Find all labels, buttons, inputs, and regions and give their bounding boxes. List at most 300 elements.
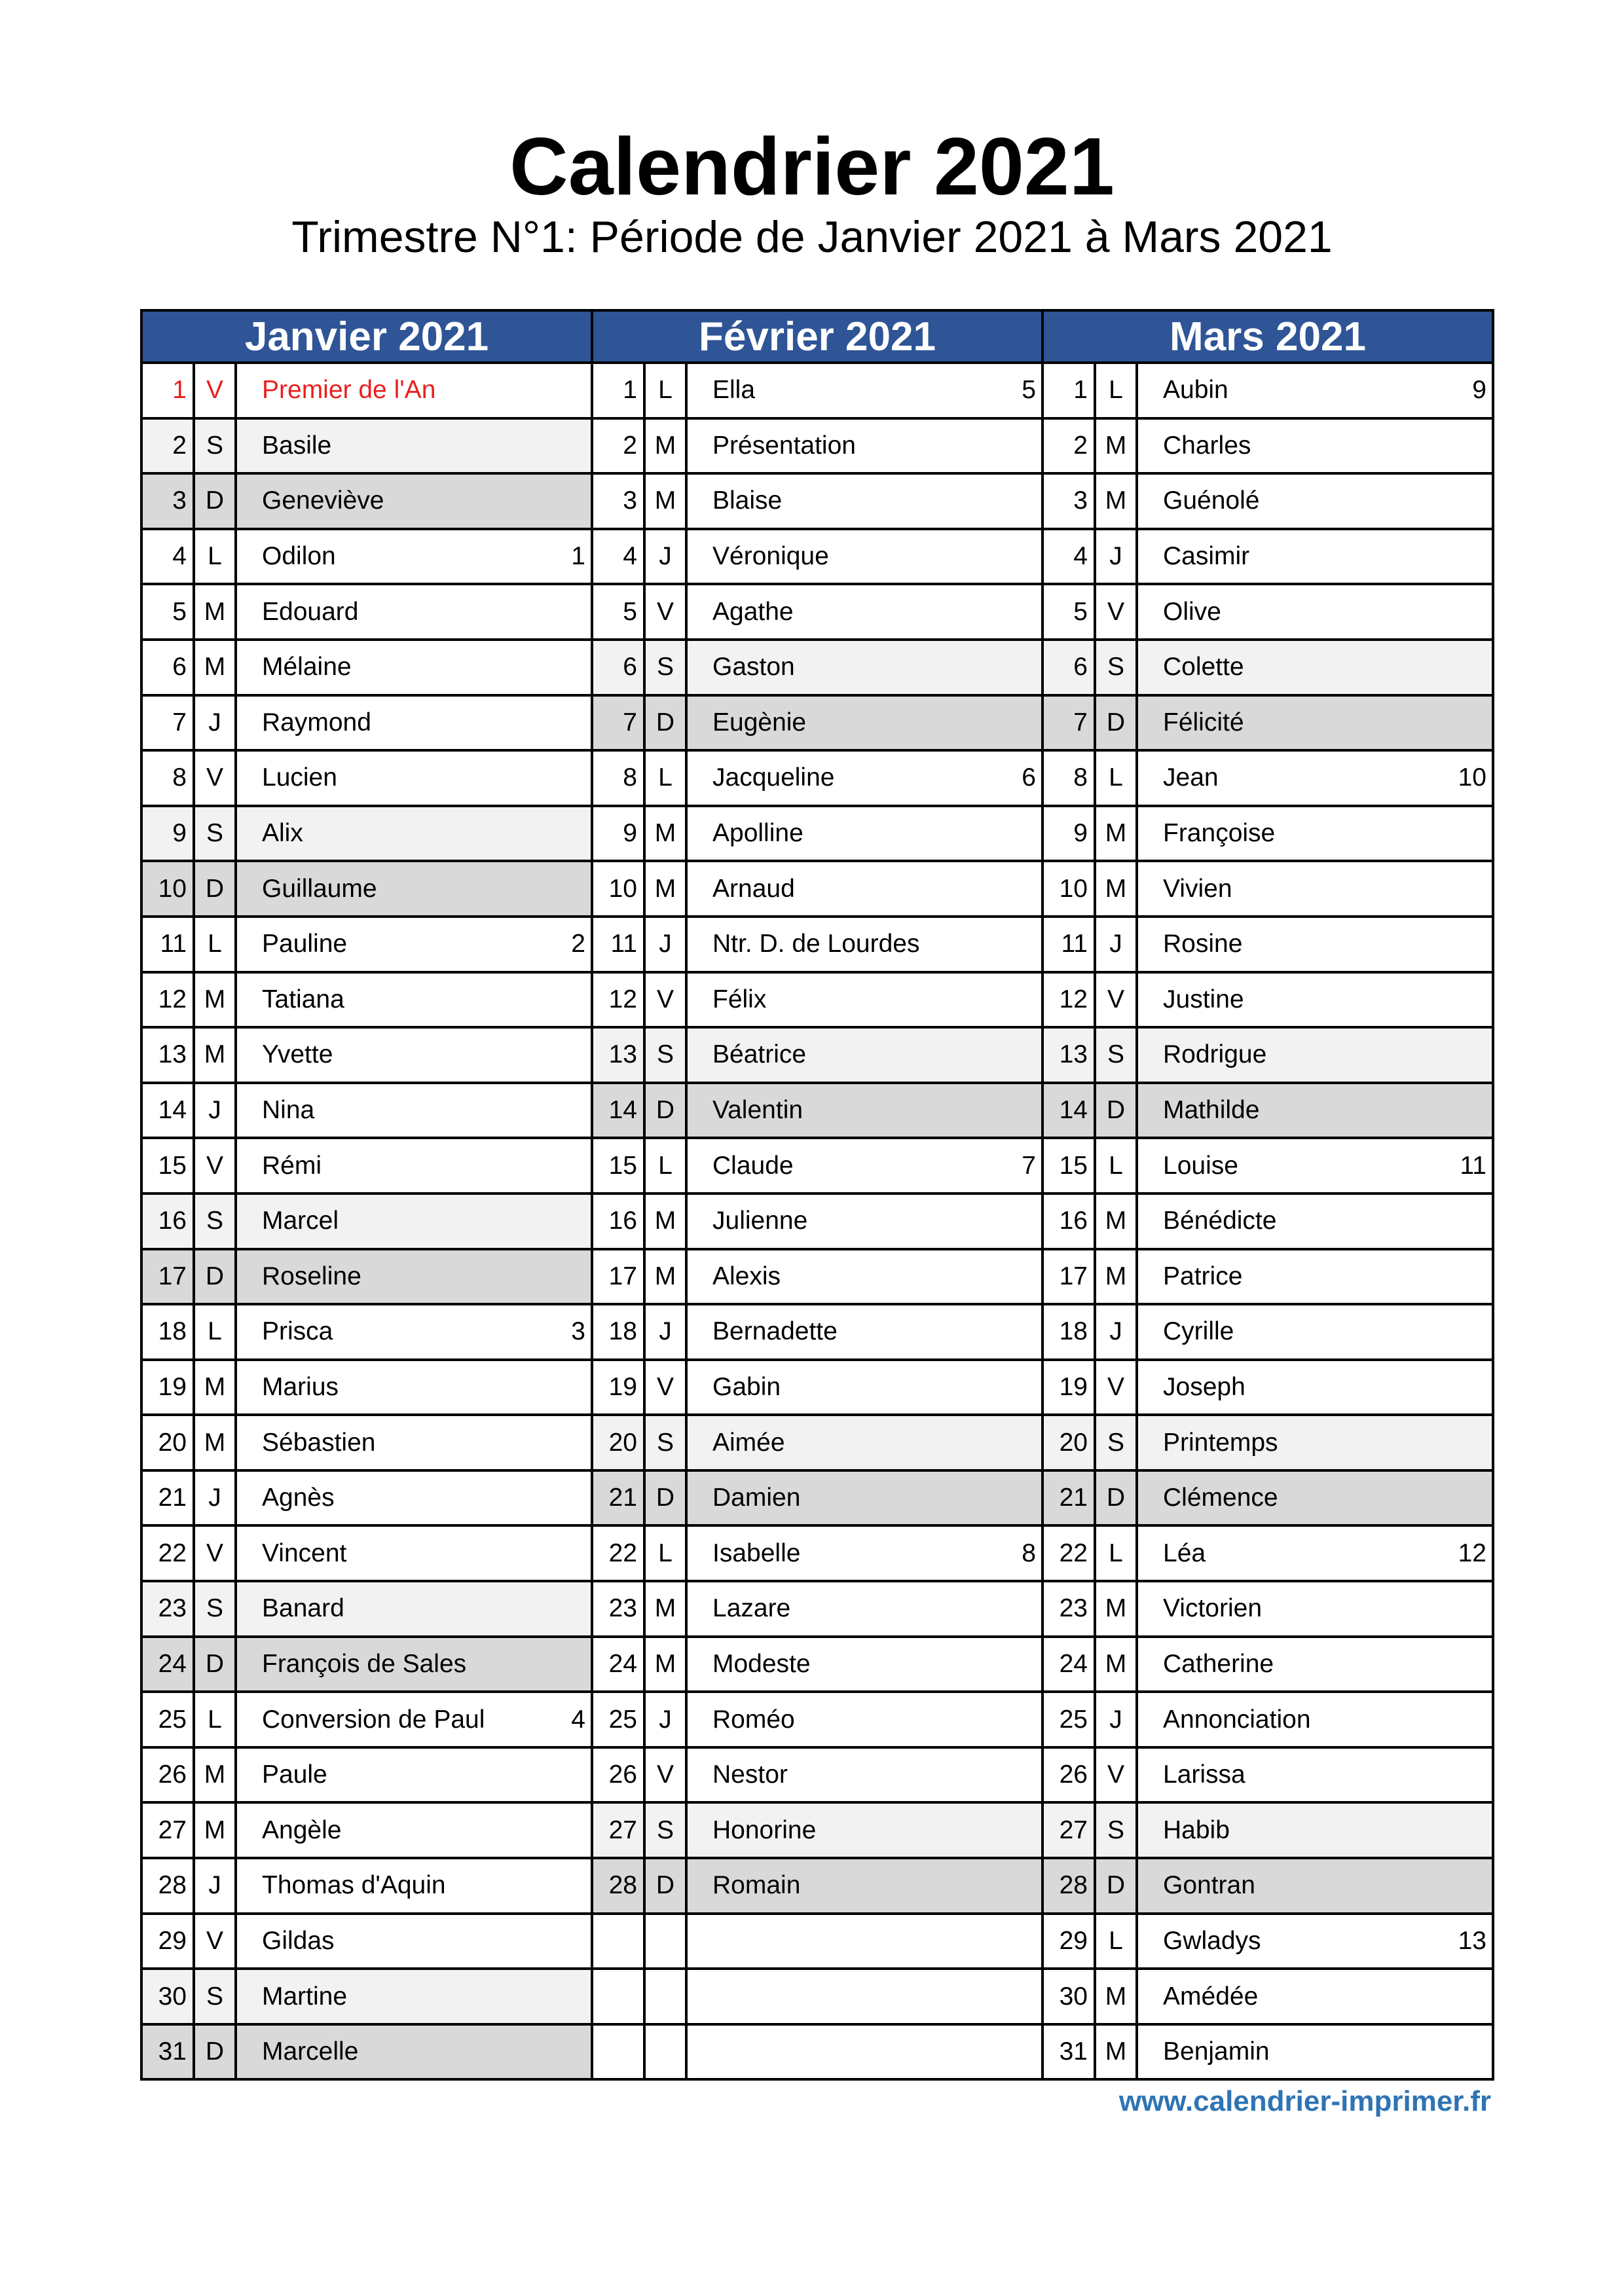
day-number: 23 bbox=[1044, 1582, 1096, 1635]
day-number: 13 bbox=[1044, 1029, 1096, 1082]
page-title: Calendrier 2021 bbox=[509, 122, 1115, 212]
day-number: 16 bbox=[1044, 1195, 1096, 1248]
day-number: 23 bbox=[143, 1582, 195, 1635]
day-row bbox=[1044, 420, 1494, 475]
saint-cell bbox=[1138, 530, 1492, 583]
saint-cell bbox=[1138, 1139, 1492, 1192]
saint-cell bbox=[237, 530, 591, 583]
day-row bbox=[143, 1749, 593, 1804]
weekday-letter: M bbox=[646, 1638, 688, 1691]
day-number: 17 bbox=[143, 1250, 195, 1303]
day-row bbox=[1044, 1527, 1494, 1582]
saint-cell bbox=[237, 1139, 591, 1192]
day-number: 5 bbox=[593, 585, 646, 638]
weekday-letter: M bbox=[195, 974, 237, 1027]
saint-cell bbox=[1138, 585, 1492, 638]
weekday-letter: D bbox=[195, 475, 237, 528]
weekday-letter: S bbox=[195, 1970, 237, 2023]
saint-cell bbox=[237, 1638, 591, 1691]
weekday-letter: L bbox=[1096, 1527, 1138, 1580]
month-header: Janvier 2021 bbox=[143, 312, 593, 364]
day-row bbox=[593, 697, 1044, 752]
weekday-letter: V bbox=[1096, 1361, 1138, 1414]
day-number: 27 bbox=[593, 1804, 646, 1857]
saint-cell bbox=[688, 1582, 1041, 1635]
day-row bbox=[593, 1472, 1044, 1527]
saint-cell bbox=[1138, 1970, 1492, 2023]
weekday-letter: M bbox=[1096, 1195, 1138, 1248]
day-number: 2 bbox=[593, 420, 646, 473]
day-row bbox=[143, 1305, 593, 1361]
weekday-letter: V bbox=[195, 752, 237, 805]
weekday-letter: M bbox=[646, 475, 688, 528]
saint-cell bbox=[688, 1139, 1041, 1192]
weekday-letter: V bbox=[646, 1361, 688, 1414]
saint-cell bbox=[237, 807, 591, 860]
saint-cell bbox=[688, 420, 1041, 473]
weekday-letter: V bbox=[195, 364, 237, 417]
day-number: 30 bbox=[1044, 1970, 1096, 2023]
day-row bbox=[1044, 475, 1494, 530]
saint-name: Conversion de Paul bbox=[262, 1705, 485, 1734]
day-row bbox=[593, 530, 1044, 586]
day-number: 13 bbox=[143, 1029, 195, 1082]
day-row bbox=[1044, 862, 1494, 918]
weekday-letter: V bbox=[646, 585, 688, 638]
day-number: 31 bbox=[143, 2026, 195, 2079]
saint-name: Odilon bbox=[262, 542, 336, 571]
saint-name: Aimée bbox=[712, 1428, 785, 1457]
day-number: 3 bbox=[1044, 475, 1096, 528]
day-number: 19 bbox=[1044, 1361, 1096, 1414]
weekday-letter: D bbox=[1096, 1859, 1138, 1912]
week-number: 2 bbox=[571, 930, 585, 958]
day-row bbox=[593, 1859, 1044, 1915]
saint-name: Bénédicte bbox=[1163, 1207, 1277, 1235]
saint-name: Casimir bbox=[1163, 542, 1250, 571]
saint-cell bbox=[237, 1582, 591, 1635]
saint-cell bbox=[237, 1361, 591, 1414]
saint-cell bbox=[688, 1693, 1041, 1746]
saint-cell bbox=[1138, 364, 1492, 417]
saint-name: Gontran bbox=[1163, 1871, 1255, 1900]
day-row bbox=[593, 1305, 1044, 1361]
saint-name: Raymond bbox=[262, 708, 371, 737]
day-number: 10 bbox=[1044, 862, 1096, 915]
day-number: 9 bbox=[143, 807, 195, 860]
day-row bbox=[1044, 1638, 1494, 1694]
saint-cell bbox=[688, 1361, 1041, 1414]
day-number: 28 bbox=[1044, 1859, 1096, 1912]
day-row bbox=[143, 1084, 593, 1140]
week-number: 12 bbox=[1458, 1539, 1486, 1567]
calendar-table bbox=[140, 309, 1494, 2081]
weekday-letter: D bbox=[646, 1859, 688, 1912]
day-row bbox=[1044, 1749, 1494, 1804]
saint-cell bbox=[1138, 1361, 1492, 1414]
page-subtitle: Trimestre N°1: Période de Janvier 2021 à Mars 2021 bbox=[291, 212, 1333, 262]
weekday-letter: S bbox=[646, 1029, 688, 1082]
day-row bbox=[143, 1250, 593, 1306]
saint-name: Présentation bbox=[712, 431, 856, 460]
weekday-letter: J bbox=[646, 1693, 688, 1746]
weekday-letter: S bbox=[195, 420, 237, 473]
day-number: 26 bbox=[143, 1749, 195, 1802]
day-number: 12 bbox=[143, 974, 195, 1027]
saint-cell bbox=[1138, 1527, 1492, 1580]
day-row bbox=[593, 475, 1044, 530]
saint-cell bbox=[688, 1250, 1041, 1303]
day-number: 11 bbox=[143, 918, 195, 971]
day-number: 4 bbox=[593, 530, 646, 583]
weekday-letter: M bbox=[1096, 1970, 1138, 2023]
saint-cell bbox=[1138, 918, 1492, 971]
saint-cell bbox=[1138, 1638, 1492, 1691]
saint-cell bbox=[688, 1472, 1041, 1525]
saint-cell bbox=[688, 1915, 1041, 1968]
saint-name: Gwladys bbox=[1163, 1926, 1261, 1955]
day-row bbox=[1044, 1361, 1494, 1417]
saint-name: François de Sales bbox=[262, 1649, 467, 1678]
saint-cell bbox=[688, 807, 1041, 860]
day-number: 25 bbox=[593, 1693, 646, 1746]
weekday-letter: V bbox=[646, 974, 688, 1027]
weekday-letter bbox=[646, 2026, 688, 2079]
day-row bbox=[593, 1749, 1044, 1804]
day-number: 17 bbox=[1044, 1250, 1096, 1303]
saint-name: Olive bbox=[1163, 597, 1221, 626]
weekday-letter: J bbox=[646, 918, 688, 971]
saint-cell bbox=[237, 1250, 591, 1303]
saint-cell bbox=[1138, 1915, 1492, 1968]
day-row bbox=[593, 364, 1044, 420]
day-row bbox=[143, 1804, 593, 1859]
day-row bbox=[1044, 697, 1494, 752]
saint-cell bbox=[1138, 974, 1492, 1027]
day-number: 8 bbox=[1044, 752, 1096, 805]
day-number: 28 bbox=[143, 1859, 195, 1912]
saint-name: Aubin bbox=[1163, 376, 1228, 405]
day-number: 14 bbox=[593, 1084, 646, 1137]
weekday-letter: S bbox=[1096, 1804, 1138, 1857]
weekday-letter: M bbox=[646, 862, 688, 915]
weekday-letter: S bbox=[646, 1804, 688, 1857]
day-number: 26 bbox=[1044, 1749, 1096, 1802]
day-row bbox=[1044, 1305, 1494, 1361]
saint-name: Printemps bbox=[1163, 1428, 1278, 1457]
day-row bbox=[593, 1527, 1044, 1582]
saint-name: Tatiana bbox=[262, 985, 344, 1013]
day-number: 10 bbox=[143, 862, 195, 915]
saint-name: Yvette bbox=[262, 1040, 333, 1069]
day-number bbox=[593, 1915, 646, 1968]
day-number: 20 bbox=[593, 1416, 646, 1469]
saint-cell bbox=[688, 1638, 1041, 1691]
weekday-letter: J bbox=[1096, 1305, 1138, 1358]
saint-cell bbox=[1138, 1305, 1492, 1358]
saint-name: Marius bbox=[262, 1372, 339, 1401]
day-row bbox=[143, 1859, 593, 1915]
weekday-letter: J bbox=[195, 1472, 237, 1525]
weekday-letter: L bbox=[646, 752, 688, 805]
day-row bbox=[593, 974, 1044, 1029]
saint-name: Béatrice bbox=[712, 1040, 807, 1069]
saint-name: Gaston bbox=[712, 653, 795, 682]
day-number: 21 bbox=[1044, 1472, 1096, 1525]
saint-cell bbox=[237, 918, 591, 971]
day-row bbox=[593, 807, 1044, 863]
weekday-letter: L bbox=[646, 1527, 688, 1580]
weekday-letter: S bbox=[195, 807, 237, 860]
day-number: 28 bbox=[593, 1859, 646, 1912]
day-number: 10 bbox=[593, 862, 646, 915]
weekday-letter: D bbox=[646, 697, 688, 750]
saint-name: Victorien bbox=[1163, 1594, 1263, 1623]
day-number: 8 bbox=[143, 752, 195, 805]
saint-cell bbox=[688, 1970, 1041, 2023]
day-row bbox=[143, 697, 593, 752]
day-number: 1 bbox=[593, 364, 646, 417]
saint-name: Patrice bbox=[1163, 1262, 1243, 1290]
day-row bbox=[143, 974, 593, 1029]
website-link[interactable]: www.calendrier-imprimer.fr bbox=[1118, 2085, 1491, 2117]
day-number: 15 bbox=[143, 1139, 195, 1192]
day-number: 19 bbox=[593, 1361, 646, 1414]
week-number: 8 bbox=[1022, 1539, 1036, 1567]
saint-name: Félix bbox=[712, 985, 767, 1013]
saint-name: Nestor bbox=[712, 1760, 788, 1789]
saint-cell bbox=[688, 1195, 1041, 1248]
day-number: 9 bbox=[1044, 807, 1096, 860]
saint-name: Isabelle bbox=[712, 1539, 801, 1567]
day-number: 6 bbox=[143, 641, 195, 694]
day-number: 25 bbox=[1044, 1693, 1096, 1746]
saint-name: Agnès bbox=[262, 1484, 335, 1512]
day-row bbox=[1044, 1472, 1494, 1527]
week-number: 13 bbox=[1458, 1926, 1486, 1955]
day-number: 1 bbox=[1044, 364, 1096, 417]
saint-name: Blaise bbox=[712, 486, 783, 515]
weekday-letter: M bbox=[1096, 2026, 1138, 2079]
saint-name: Thomas d'Aquin bbox=[262, 1871, 446, 1900]
day-row bbox=[1044, 752, 1494, 807]
month-column bbox=[1044, 312, 1494, 2081]
weekday-letter: V bbox=[646, 1749, 688, 1802]
day-number: 30 bbox=[143, 1970, 195, 2023]
saint-cell bbox=[237, 364, 591, 417]
day-number: 3 bbox=[143, 475, 195, 528]
day-row bbox=[1044, 585, 1494, 641]
weekday-letter: D bbox=[1096, 1084, 1138, 1137]
saint-cell bbox=[1138, 1749, 1492, 1802]
saint-name: Basile bbox=[262, 431, 332, 460]
weekday-letter: J bbox=[1096, 918, 1138, 971]
day-row bbox=[1044, 918, 1494, 974]
day-number: 20 bbox=[143, 1416, 195, 1469]
saint-cell bbox=[688, 364, 1041, 417]
weekday-letter: S bbox=[646, 1416, 688, 1469]
saint-name: Alexis bbox=[712, 1262, 781, 1290]
weekday-letter: L bbox=[646, 1139, 688, 1192]
day-number: 29 bbox=[1044, 1915, 1096, 1968]
weekday-letter: M bbox=[195, 1804, 237, 1857]
weekday-letter: L bbox=[1096, 1139, 1138, 1192]
saint-name: Justine bbox=[1163, 985, 1244, 1013]
week-number: 1 bbox=[571, 542, 585, 571]
saint-cell bbox=[1138, 641, 1492, 694]
day-number: 26 bbox=[593, 1749, 646, 1802]
day-row bbox=[143, 1029, 593, 1084]
weekday-letter: J bbox=[195, 1859, 237, 1912]
saint-cell bbox=[1138, 1859, 1492, 1912]
day-row bbox=[1044, 2026, 1494, 2081]
weekday-letter: M bbox=[195, 1029, 237, 1082]
day-number: 2 bbox=[143, 420, 195, 473]
saint-cell bbox=[237, 1693, 591, 1746]
day-row bbox=[593, 862, 1044, 918]
weekday-letter: M bbox=[1096, 1582, 1138, 1635]
day-number: 29 bbox=[143, 1915, 195, 1968]
saint-cell bbox=[688, 2026, 1041, 2079]
saint-name: Guillaume bbox=[262, 874, 377, 903]
day-row bbox=[593, 420, 1044, 475]
day-row bbox=[1044, 1416, 1494, 1472]
weekday-letter: J bbox=[1096, 1693, 1138, 1746]
day-row bbox=[143, 1527, 593, 1582]
weekday-letter: L bbox=[195, 918, 237, 971]
saint-cell bbox=[237, 475, 591, 528]
saint-name: Jacqueline bbox=[712, 763, 835, 792]
weekday-letter: D bbox=[646, 1084, 688, 1137]
weekday-letter: S bbox=[195, 1195, 237, 1248]
weekday-letter: V bbox=[195, 1139, 237, 1192]
day-row bbox=[1044, 1195, 1494, 1250]
day-number: 6 bbox=[1044, 641, 1096, 694]
day-row bbox=[143, 1416, 593, 1472]
saint-name: Mélaine bbox=[262, 653, 352, 682]
day-row bbox=[143, 752, 593, 807]
saint-cell bbox=[237, 1084, 591, 1137]
saint-name: Marcel bbox=[262, 1207, 339, 1235]
saint-name: Colette bbox=[1163, 653, 1244, 682]
day-number: 22 bbox=[143, 1527, 195, 1580]
weekday-letter: L bbox=[1096, 752, 1138, 805]
saint-name: Félicité bbox=[1163, 708, 1244, 737]
day-number: 31 bbox=[1044, 2026, 1096, 2079]
day-row bbox=[143, 585, 593, 641]
weekday-letter: M bbox=[1096, 420, 1138, 473]
saint-cell bbox=[688, 1305, 1041, 1358]
weekday-letter: M bbox=[195, 1361, 237, 1414]
saint-name: Véronique bbox=[712, 542, 829, 571]
day-row bbox=[1044, 974, 1494, 1029]
saint-cell bbox=[688, 1029, 1041, 1082]
weekday-letter: S bbox=[195, 1582, 237, 1635]
day-number: 24 bbox=[1044, 1638, 1096, 1691]
saint-cell bbox=[237, 1416, 591, 1469]
day-row bbox=[1044, 1915, 1494, 1971]
day-number: 7 bbox=[593, 697, 646, 750]
saint-name: Geneviève bbox=[262, 486, 384, 515]
saint-name: Sébastien bbox=[262, 1428, 376, 1457]
weekday-letter: J bbox=[646, 530, 688, 583]
saint-cell bbox=[1138, 1250, 1492, 1303]
saint-cell bbox=[1138, 1472, 1492, 1525]
day-row bbox=[1044, 1084, 1494, 1140]
day-row bbox=[143, 1582, 593, 1638]
day-number: 14 bbox=[143, 1084, 195, 1137]
day-row bbox=[593, 1139, 1044, 1195]
day-number: 14 bbox=[1044, 1084, 1096, 1137]
day-number: 12 bbox=[1044, 974, 1096, 1027]
day-number: 2 bbox=[1044, 420, 1096, 473]
saint-cell bbox=[688, 974, 1041, 1027]
saint-name: Banard bbox=[262, 1594, 344, 1623]
saint-name: Joseph bbox=[1163, 1372, 1246, 1401]
weekday-letter: M bbox=[1096, 807, 1138, 860]
day-row bbox=[593, 1029, 1044, 1084]
saint-name: Roméo bbox=[712, 1705, 795, 1734]
saint-cell bbox=[1138, 1416, 1492, 1469]
day-row bbox=[1044, 1029, 1494, 1084]
saint-name: Martine bbox=[262, 1982, 348, 2011]
weekday-letter: V bbox=[195, 1527, 237, 1580]
month-column bbox=[143, 312, 593, 2081]
saint-name: Honorine bbox=[712, 1815, 817, 1844]
day-row bbox=[593, 1416, 1044, 1472]
saint-cell bbox=[237, 1305, 591, 1358]
saint-name: Agathe bbox=[712, 597, 794, 626]
saint-name: Guénolé bbox=[1163, 486, 1260, 515]
saint-name: Lucien bbox=[262, 763, 337, 792]
day-row bbox=[593, 1582, 1044, 1638]
day-row bbox=[143, 1915, 593, 1971]
weekday-letter: J bbox=[195, 1084, 237, 1137]
weekday-letter: D bbox=[195, 1638, 237, 1691]
weekday-letter: L bbox=[195, 530, 237, 583]
weekday-letter: D bbox=[195, 862, 237, 915]
saint-cell bbox=[688, 862, 1041, 915]
saint-cell bbox=[237, 585, 591, 638]
saint-cell bbox=[688, 641, 1041, 694]
saint-cell bbox=[1138, 1582, 1492, 1635]
weekday-letter: D bbox=[195, 2026, 237, 2079]
saint-name: Jean bbox=[1163, 763, 1219, 792]
saint-cell bbox=[237, 974, 591, 1027]
day-row bbox=[593, 641, 1044, 697]
week-number: 3 bbox=[571, 1317, 585, 1346]
month-column bbox=[593, 312, 1044, 2081]
day-number: 17 bbox=[593, 1250, 646, 1303]
day-row bbox=[593, 1970, 1044, 2026]
day-row bbox=[593, 1084, 1044, 1140]
saint-name: Léa bbox=[1163, 1539, 1206, 1567]
day-number: 16 bbox=[143, 1195, 195, 1248]
weekday-letter: V bbox=[1096, 974, 1138, 1027]
day-row bbox=[143, 420, 593, 475]
day-number: 1 bbox=[143, 364, 195, 417]
saint-name: Roseline bbox=[262, 1262, 361, 1290]
saint-name: Eugènie bbox=[712, 708, 807, 737]
day-number: 7 bbox=[1044, 697, 1096, 750]
day-row bbox=[1044, 641, 1494, 697]
saint-name: Bernadette bbox=[712, 1317, 838, 1346]
saint-cell bbox=[237, 1472, 591, 1525]
day-number: 25 bbox=[143, 1693, 195, 1746]
weekday-letter: M bbox=[195, 641, 237, 694]
saint-cell bbox=[237, 1749, 591, 1802]
saint-name: Romain bbox=[712, 1871, 801, 1900]
